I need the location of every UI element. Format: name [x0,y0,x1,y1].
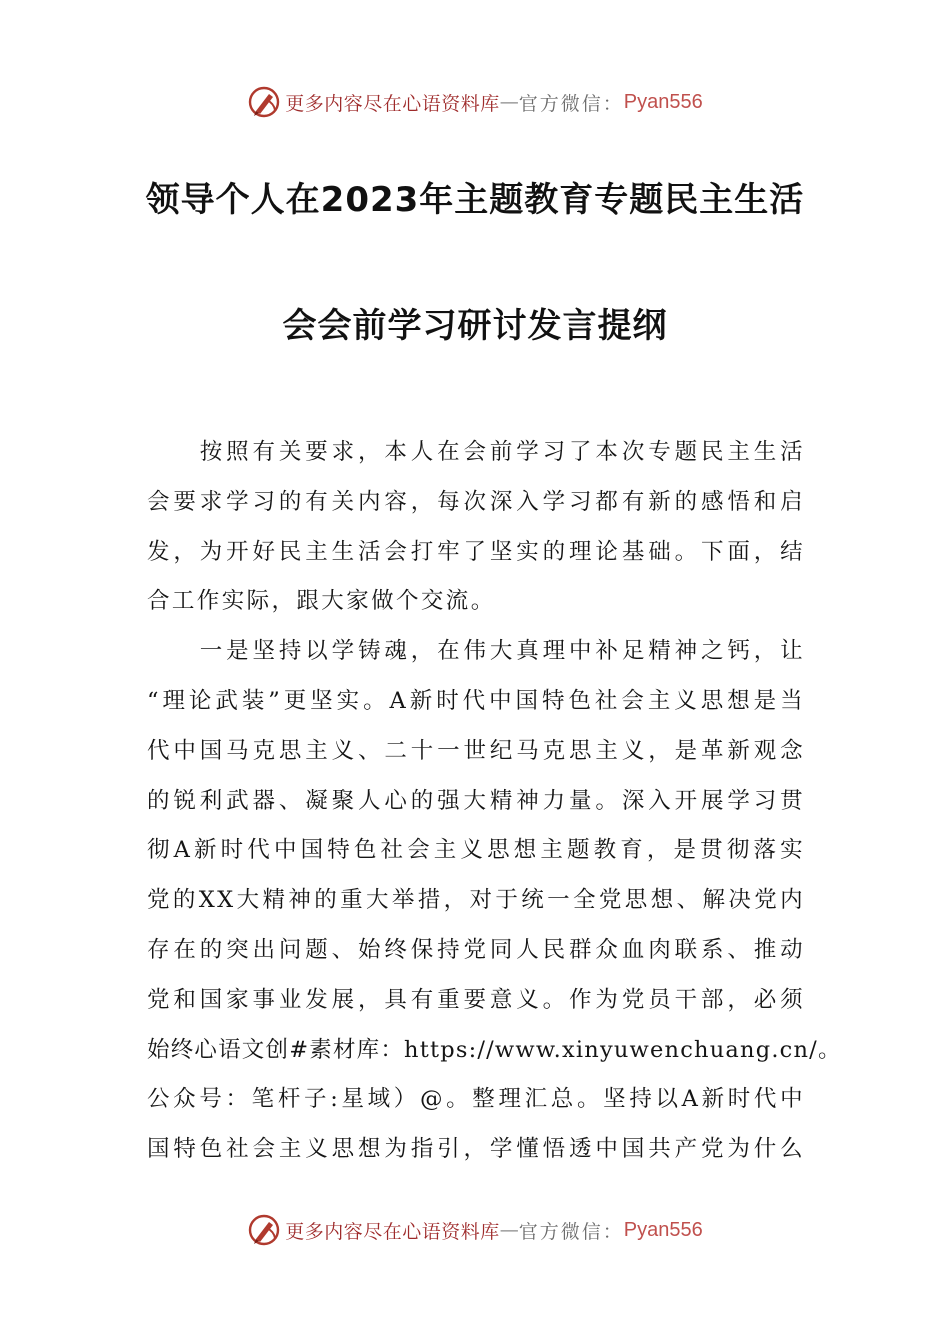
watermark-label: 官方微信： [518,92,624,115]
document-title-line-2: 会会前学习研讨发言提纲 [282,306,668,346]
document-body [147,428,842,1175]
body-line: 存在的突出问题、始终保持党同人民群众血肉联系、推动 [147,936,805,963]
body-line: 合工作实际，跟大家做个交流。 [147,588,496,615]
watermark-banner-top [0,82,950,122]
watermark-account: Pyan556 [623,90,703,113]
body-line: 按照有关要求，本人在会前学习了本次专题民主生活 [147,439,805,465]
body-line: 的锐利武器、凝聚人心的强大精神力量。深入开展学习贯 [147,787,805,814]
body-line: 党的XX大精神的重大举措，对于统一全党思想、解决党内 [147,887,805,914]
body-line: 党和国家事业发展，具有重要意义。作为党员干部，必须 [147,986,805,1013]
watermark-separator: — [499,1219,519,1241]
body-line: 公众号：笔杆子:星域）@。整理汇总。坚持以A新时代中 [147,1086,805,1113]
watermark-separator: — [499,91,519,113]
watermark-text: 更多内容尽在心语资料库 [285,92,500,115]
body-line: 国特色社会主义思想为指引，学懂悟透中国共产党为什么 [147,1136,805,1163]
body-line: 发，为开好民主生活会打牢了坚实的理论基础。下面，结 [147,538,805,565]
body-line: 会要求学习的有关内容，每次深入学习都有新的感悟和启 [147,488,805,515]
watermark-label: 官方微信： [518,1220,624,1243]
pen-logo-icon [247,1213,281,1247]
body-line: “理论武装”更坚实。A新时代中国特色社会主义思想是当 [147,687,805,714]
pen-logo-icon [247,85,281,119]
body-line: 彻A新时代中国特色社会主义思想主题教育，是贯彻落实 [147,837,805,864]
watermark-banner-bottom [0,1210,950,1250]
document-title-line-1: 领导个人在2023年主题教育专题民主生活 [145,180,805,220]
body-line: 始终心语文创#素材库：https://www.xinyuwenchuang.cn/。 [147,1036,842,1063]
watermark-account: Pyan556 [623,1218,703,1241]
body-line: 一是坚持以学铸魂，在伟大真理中补足精神之钙，让 [147,638,805,665]
body-line: 代中国马克思主义、二十一世纪马克思主义，是革新观念 [147,737,805,764]
watermark-text: 更多内容尽在心语资料库 [285,1220,500,1243]
